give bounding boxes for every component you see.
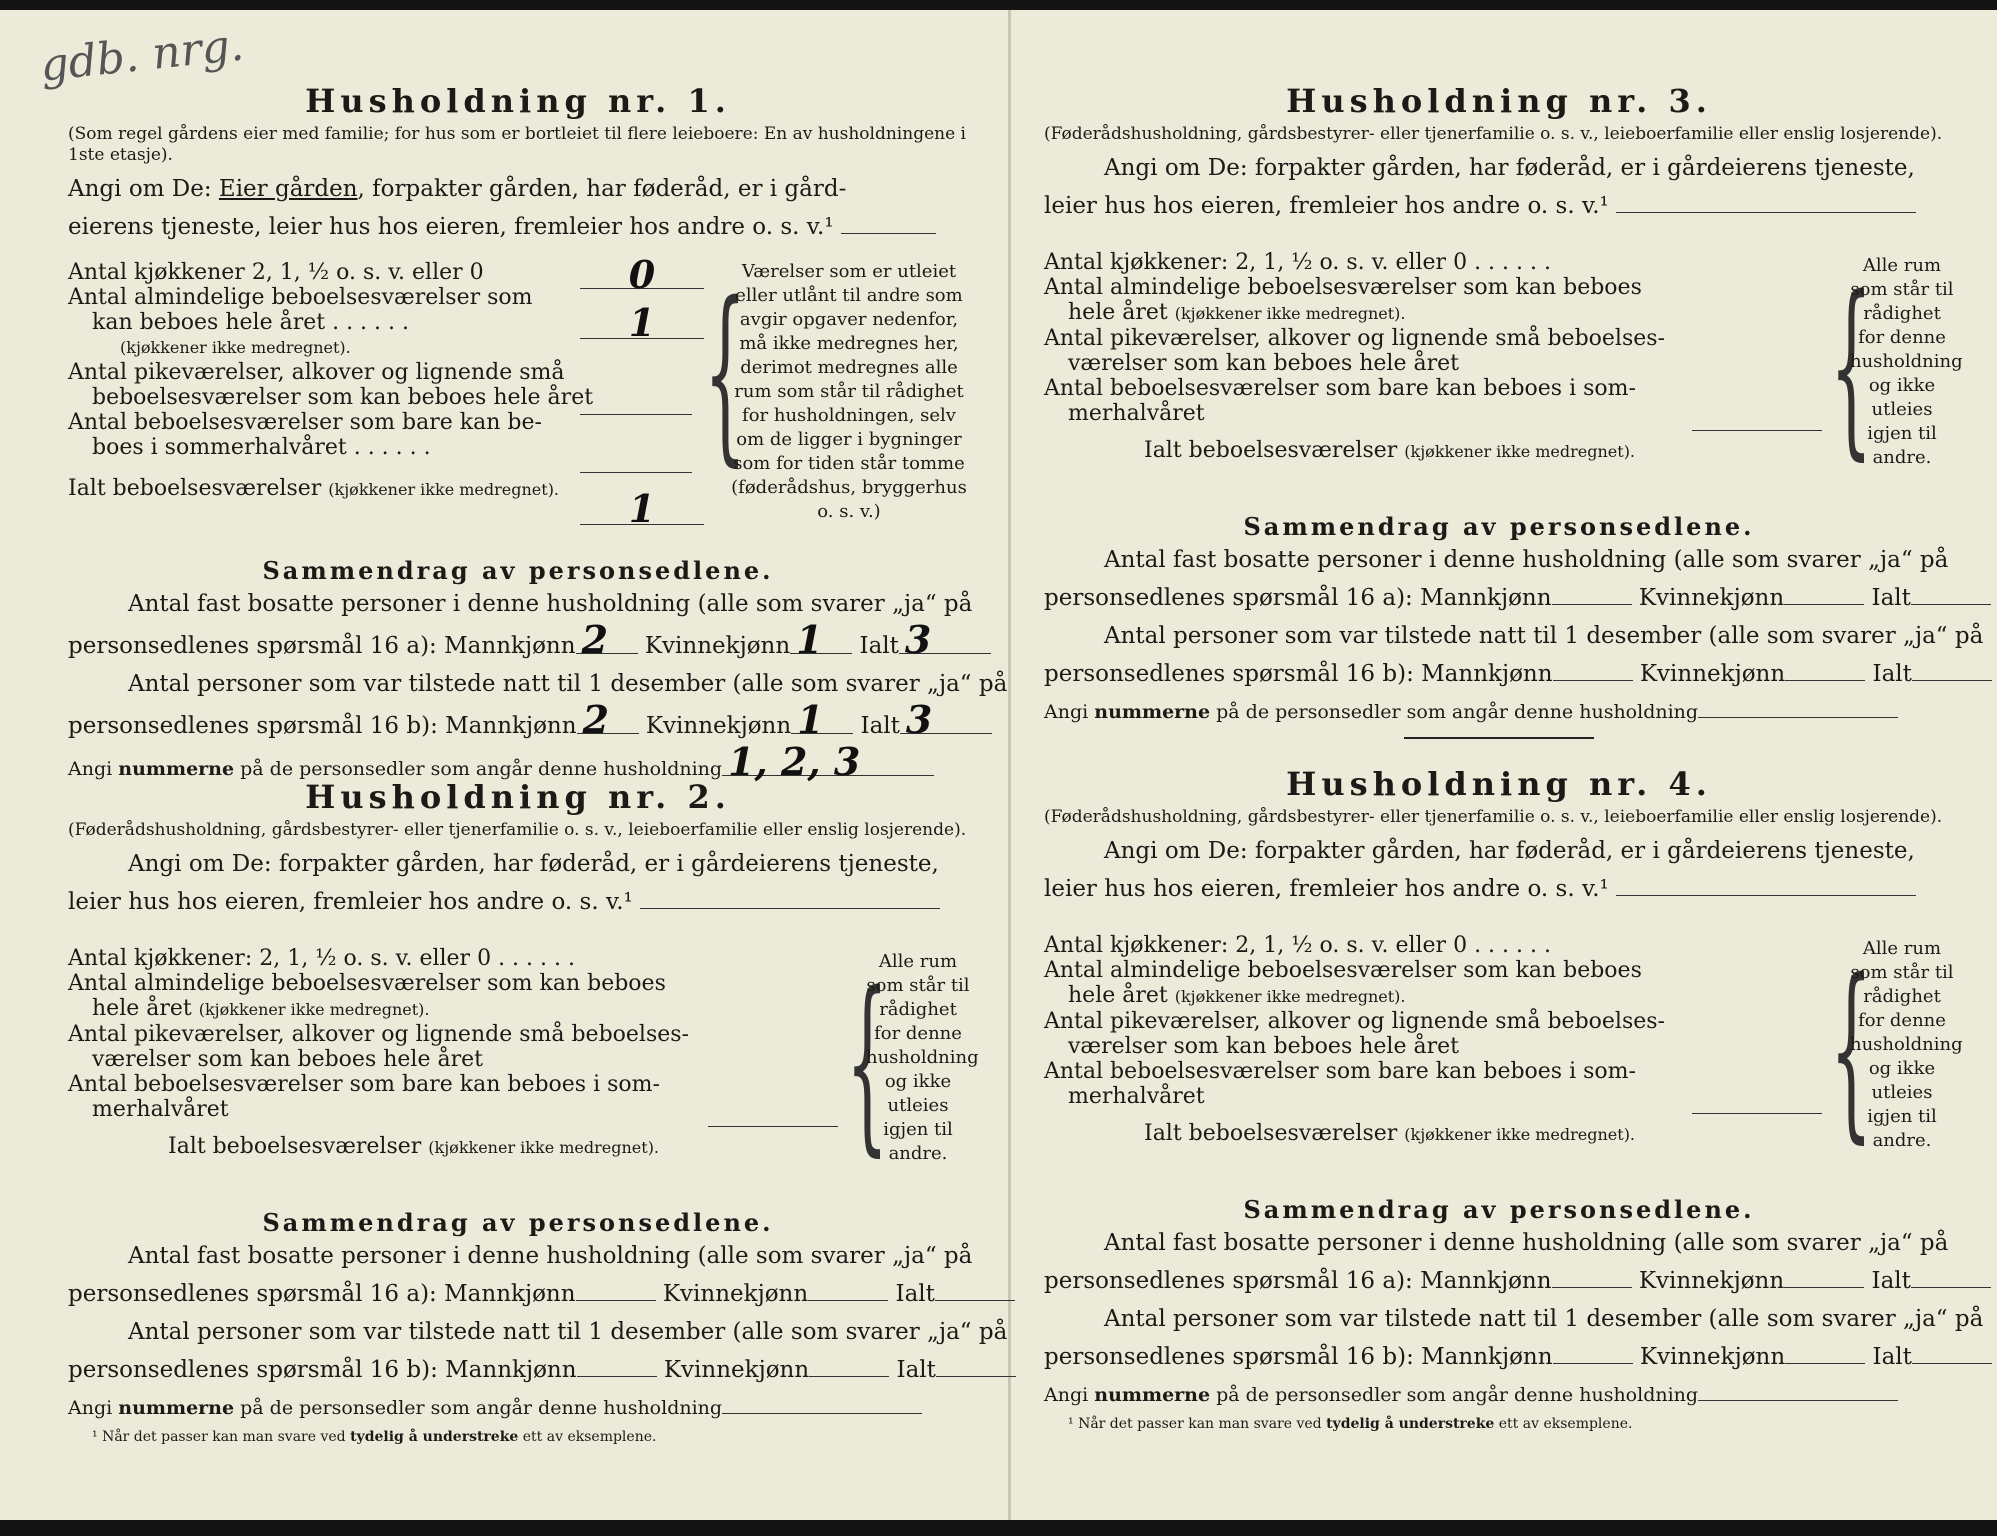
household-1-summary: Sammendrag av personsedlene. Antal fast bosatte personer i denne husholdning (alle som svarer „ja“ på personsedlenes spørsmål 16 a): Mannkjønn 2 Kvinnekjønn 1 Ialt 3 Antal personer som var tilstede natt til 1 desember (alle som svarer „ja“ på personsedlenes spørsmål 16 b): Mannkjønn 2 Kvinnekjønn 1 Ialt 3 Angi nummerne på de personsedler som angår denne husholdning 1, 2, 3 bbox=[68, 556, 1008, 784]
right-page bbox=[1010, 10, 1997, 1520]
present-male[interactable]: 2 bbox=[577, 707, 639, 734]
footnote: ¹ Når det passer kan man svare ved tydelig å understreke ett av eksemplene. bbox=[92, 1429, 657, 1445]
brace: { bbox=[704, 262, 747, 483]
left-page bbox=[0, 10, 1010, 1520]
household-1-rooms: Antal kjøkkener 2, 1, ½ o. s. v. eller 0 Antal almindelige beboelsesværelser som kan beboes hele året . . . . . . (kjøkkener ikke medregnet). Antal pikeværelser, alkover og lignende små beboelsesværelser som kan beboes hele året Antal beboelsesværelser som bare kan be- boes i sommerhalvåret . . . . . . Ialt beboelsesværelser (kjøkkener ikke medregnet). bbox=[68, 260, 708, 502]
regular-rooms-label: Antal almindelige beboelsesværelser som bbox=[68, 285, 533, 310]
household-2: Husholdning nr. 2. (Føderådshusholdning, gårdsbestyrer- eller tjenerfamilie o. s. v., leieboerfamilie eller enslig losjerende). Angi om De: forpakter gården, har føderåd, er i gårdeierens tjeneste, leier hus hos eieren, fremleier hos andre o. s. v.¹ Antal kjøkkener: 2, 1, ½ o. s. v. eller 0 . . . . . . Antal almindelige beboelsesværelser som kan beboes hele året (kjøkkener ikke medregnet). Antal pikeværelser, alkover og lignende små beboelses- værelser som kan beboes hele året Antal beboelsesværelser som bare kan beboes i som- merhalvåret Ialt beboelsesværelser (kjøkkener ikke medregnet). { Alle rum som står til rådighet for denne husholdning og ikke utleies igjen til andre. Sammendrag av personsedlene. Antal fast bosatte personer i denne husholdning (alle som svarer „ja“ på personsedlenes spørsmål 16 a): Mannkjønn Kvinnekjønn Ialt Antal personer som var tilstede natt til 1 desember (alle som svarer „ja“ på personsedlenes spørsmål 16 b): Mannkjønn Kvinnekjønn Ialt Angi nummerne på de personsedler som angår denne husholdning ¹ Når det passer kan man svare ved tydelig å understreke ett av eksemplene. bbox=[68, 778, 968, 917]
person-numbers[interactable]: 1, 2, 3 bbox=[722, 749, 934, 776]
eier-garden-underlined: Eier gården bbox=[218, 176, 358, 202]
total-rooms-value[interactable]: 1 bbox=[580, 496, 704, 525]
household-1-angi-line1: Angi om De: Eier gården, forpakter gården, har føderåd, er i gård- bbox=[68, 176, 847, 202]
total-rooms-label: Ialt beboelsesværelser (kjøkkener ikke medregnet). bbox=[68, 476, 560, 501]
summary-title: Sammendrag av personsedlene. bbox=[262, 556, 774, 585]
resident-male[interactable]: 2 bbox=[576, 627, 638, 654]
summer-rooms-value[interactable] bbox=[580, 462, 692, 473]
summer-rooms-label: Antal beboelsesværelser som bare kan be- bbox=[68, 410, 542, 435]
census-form-sheet bbox=[0, 10, 1997, 1520]
household-1-title: Husholdning nr. 1. bbox=[305, 82, 731, 120]
household-3: Husholdning nr. 3. (Føderådshusholdning, gårdsbestyrer- eller tjenerfamilie o. s. v., leieboerfamilie eller enslig losjerende). Angi om De: forpakter gården, har føderåd, er i gårdeierens tjeneste, leier hus hos eieren, fremleier hos andre o. s. v.¹ Antal kjøkkener: 2, 1, ½ o. s. v. eller 0 . . . . . . Antal almindelige beboelsesværelser som kan beboes hele året (kjøkkener ikke medregnet). Antal pikeværelser, alkover og lignende små beboelses- værelser som kan beboes hele året Antal beboelsesværelser som bare kan beboes i som- merhalvåret Ialt beboelsesværelser (kjøkkener ikke medregnet). { Alle rum som står til rådighet for denne husholdning og ikke utleies igjen til andre. Sammendrag av personsedlene. Antal fast bosatte personer i denne husholdning (alle som svarer „ja“ på personsedlenes spørsmål 16 a): Mannkjønn Kvinnekjønn Ialt Antal personer som var tilstede natt til 1 desember (alle som svarer „ja“ på personsedlenes spørsmål 16 b): Mannkjønn Kvinnekjønn Ialt Angi nummerne på de personsedler som angår denne husholdning bbox=[1044, 82, 1954, 221]
household-2-angi-blank[interactable] bbox=[640, 888, 940, 909]
household-1-angi-blank[interactable] bbox=[841, 213, 936, 234]
kitchens-value[interactable]: 0 bbox=[580, 262, 704, 289]
household-1-note: (Som regel gårdens eier med familie; for hus som er bortleiet til flere leieboere: En av husholdningene i 1ste etasje). bbox=[68, 124, 966, 165]
present-total[interactable]: 3 bbox=[900, 707, 992, 734]
household-1-side-note: Værelser som er utleiet eller utlånt til andre som avgir opgaver nedenfor, må ikke medregnes her, derimot medregnes alle rum som står til rådighet for husholdningen, selv om de ligger i bygninger som for tiden står tomme (føderådshus, bryggerhus o. s. v.) bbox=[731, 261, 967, 522]
section-divider bbox=[1404, 737, 1594, 739]
resident-total[interactable]: 3 bbox=[899, 627, 991, 654]
resident-female[interactable]: 1 bbox=[790, 627, 852, 654]
present-female[interactable]: 1 bbox=[791, 707, 853, 734]
kitchens-label: Antal kjøkkener 2, 1, ½ o. s. v. eller 0 bbox=[68, 260, 484, 285]
household-4-title: Husholdning nr. 4. bbox=[1286, 765, 1712, 803]
household-1 bbox=[68, 82, 1008, 784]
household-2-total-value[interactable] bbox=[708, 1118, 838, 1127]
small-rooms-label: Antal pikeværelser, alkover og lignende små bbox=[68, 360, 565, 385]
household-3-title: Husholdning nr. 3. bbox=[1286, 82, 1712, 120]
household-4: Husholdning nr. 4. (Føderådshusholdning, gårdsbestyrer- eller tjenerfamilie o. s. v., leieboerfamilie eller enslig losjerende). Angi om De: forpakter gården, har føderåd, er i gårdeierens tjeneste, leier hus hos eieren, fremleier hos andre o. s. v.¹ Antal kjøkkener: 2, 1, ½ o. s. v. eller 0 . . . . . . Antal almindelige beboelsesværelser som kan beboes hele året (kjøkkener ikke medregnet). Antal pikeværelser, alkover og lignende små beboelses- værelser som kan beboes hele året Antal beboelsesværelser som bare kan beboes i som- merhalvåret Ialt beboelsesværelser (kjøkkener ikke medregnet). { Alle rum som står til rådighet for denne husholdning og ikke utleies igjen til andre. Sammendrag av personsedlene. Antal fast bosatte personer i denne husholdning (alle som svarer „ja“ på personsedlenes spørsmål 16 a): Mannkjønn Kvinnekjønn Ialt Antal personer som var tilstede natt til 1 desember (alle som svarer „ja“ på personsedlenes spørsmål 16 b): Mannkjønn Kvinnekjønn Ialt Angi nummerne på de personsedler som angår denne husholdning ¹ Når det passer kan man svare ved tydelig å understreke ett av eksemplene. bbox=[1044, 765, 1954, 904]
regular-rooms-value[interactable]: 1 bbox=[580, 310, 704, 339]
small-rooms-value[interactable] bbox=[580, 404, 692, 415]
handwritten-note: gdb. nrg. bbox=[37, 19, 247, 92]
household-1-angi-line2: eierens tjeneste, leier hus hos eieren, fremleier hos andre o. s. v.¹ bbox=[68, 212, 968, 242]
household-2-title: Husholdning nr. 2. bbox=[305, 778, 731, 816]
